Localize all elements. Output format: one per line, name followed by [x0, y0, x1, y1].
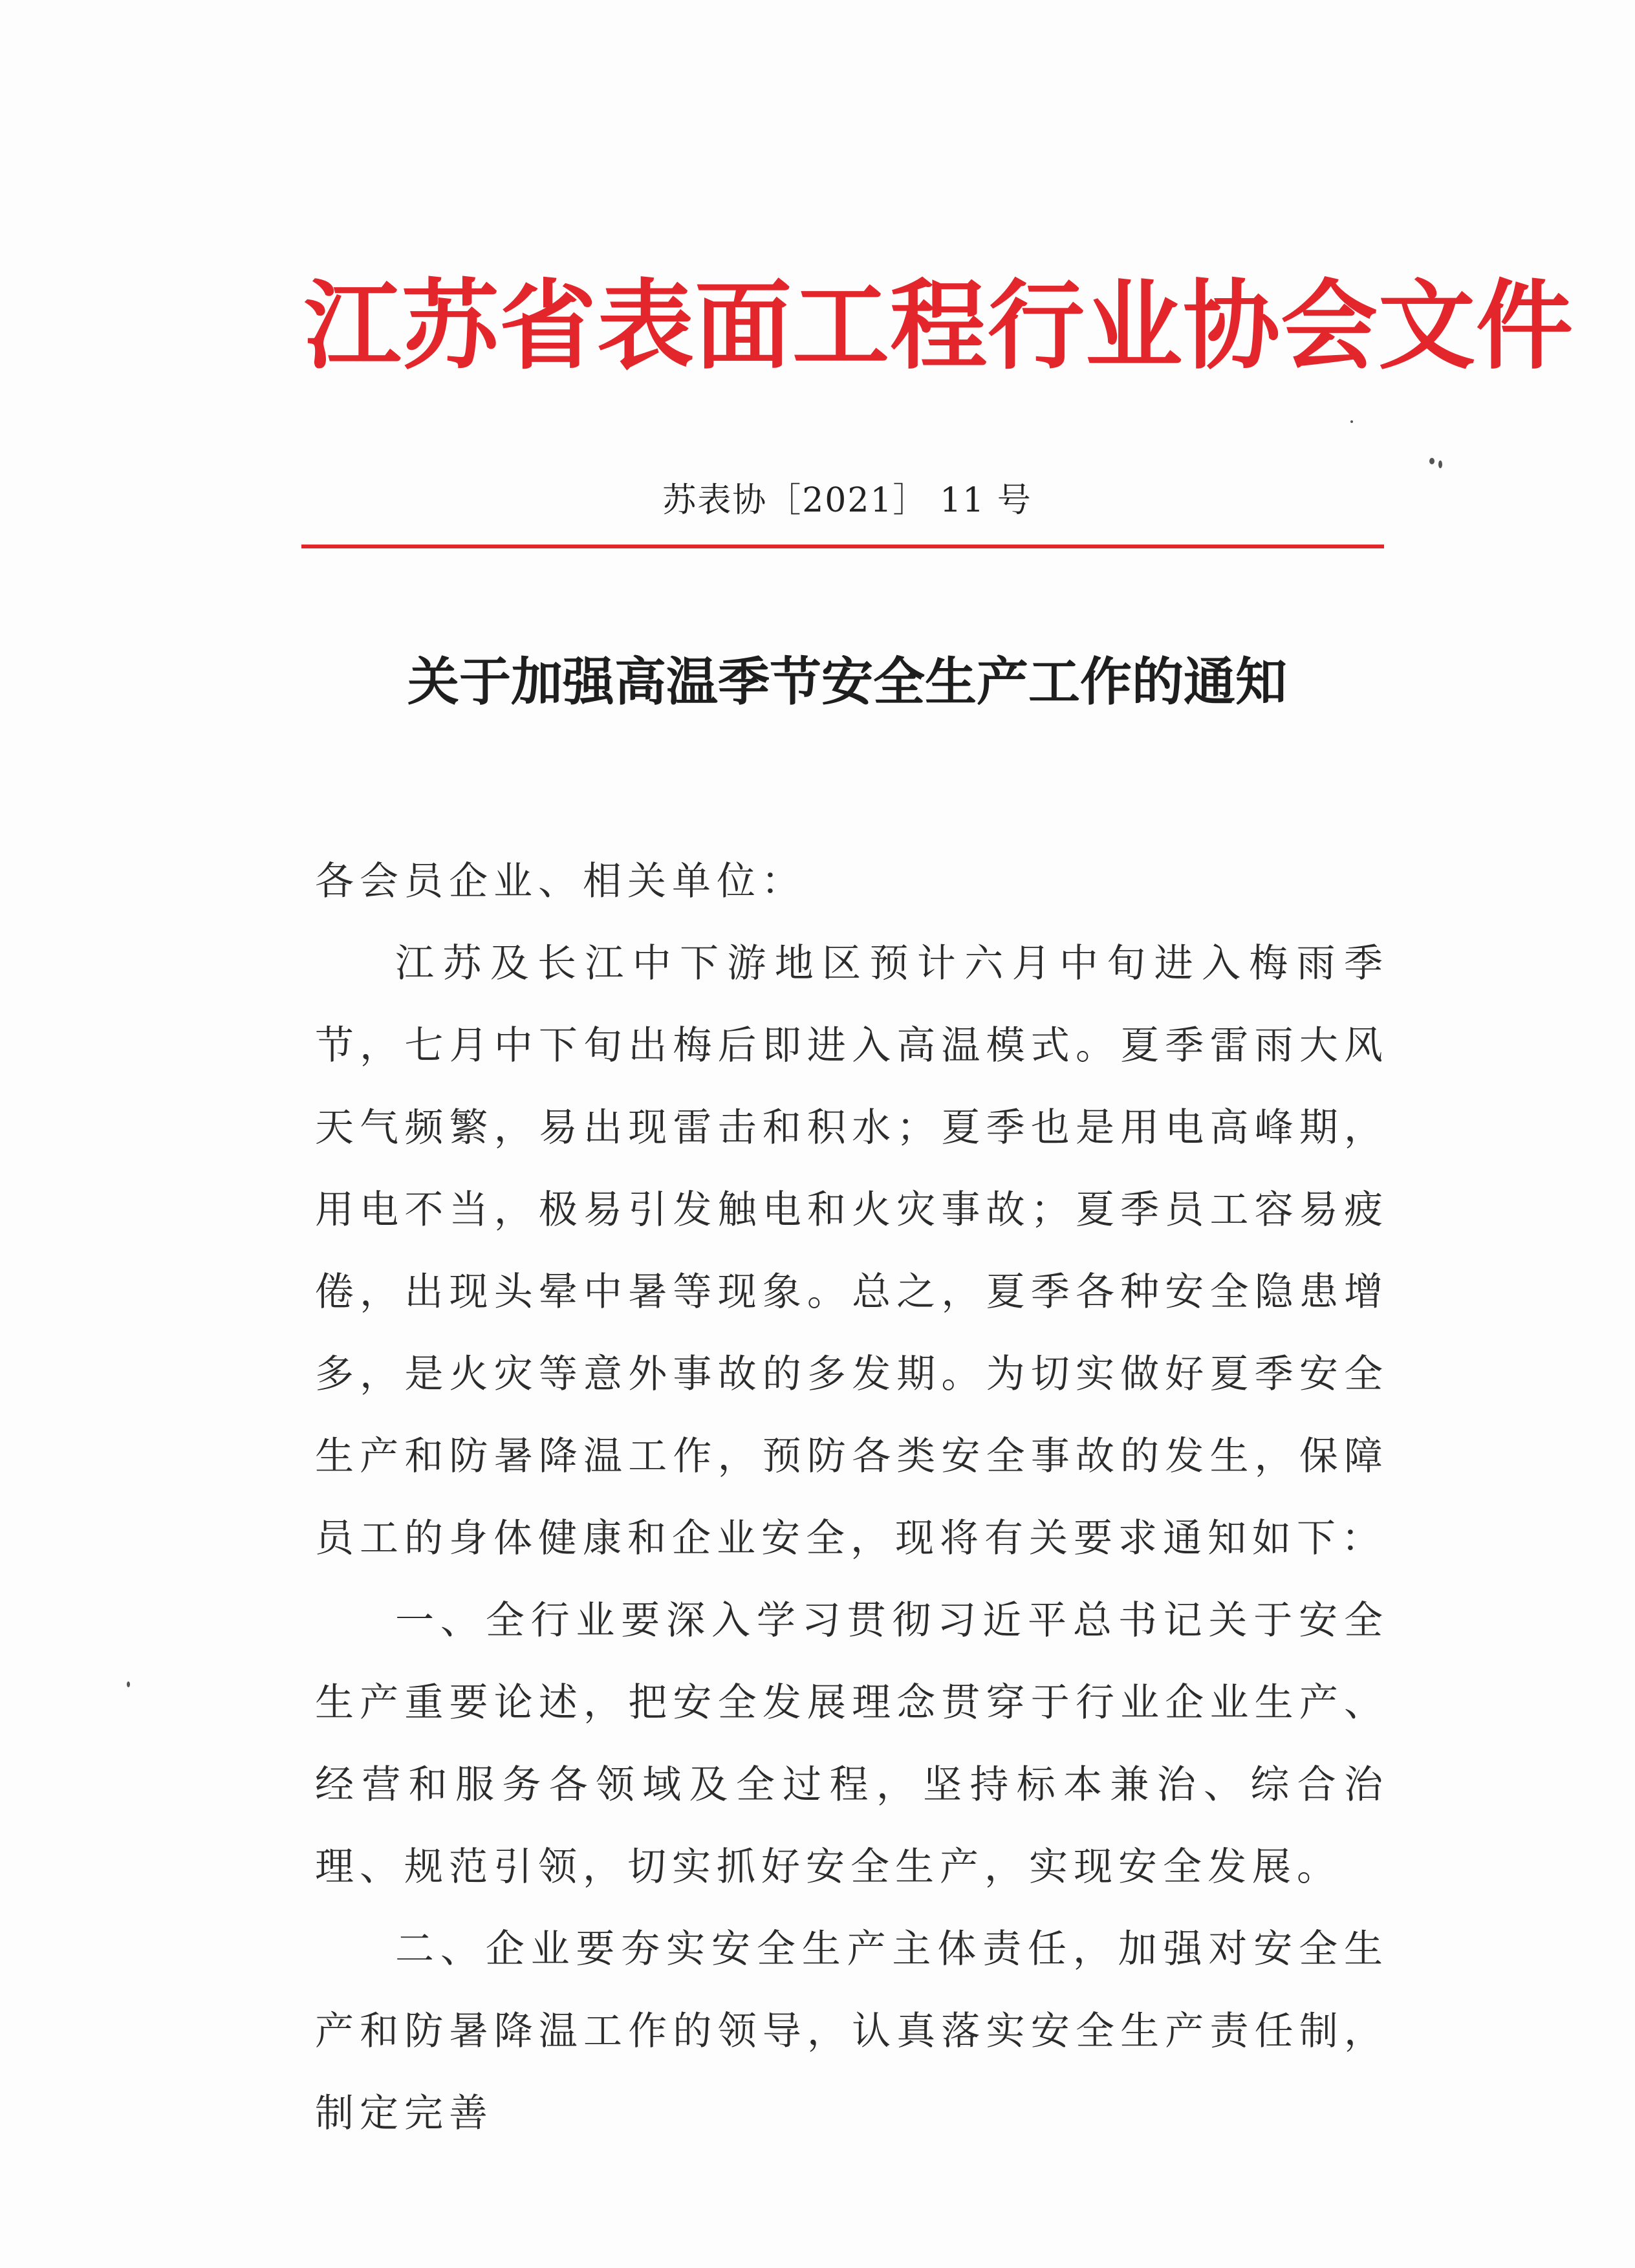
header-red-divider	[301, 545, 1384, 548]
body-paragraph: 二、企业要夯实安全生产主体责任，加强对安全生产和防暑降温工作的领导，认真落实安全生产责任制，制定完善	[315, 1927, 1389, 2136]
scan-speck	[1429, 458, 1435, 464]
salutation: 各会员企业、相关单位：	[315, 859, 806, 904]
notice-body	[315, 841, 1389, 2155]
body-paragraph: 江苏及长江中下游地区预计六月中旬进入梅雨季节，七月中下旬出梅后即进入高温模式。夏季雷雨大风天气频繁，易出现雷击和积水；夏季也是用电高峰期，用电不当，极易引发触电和火灾事故；夏季员工容易疲倦，出现头晕中暑等现象。总之，夏季各种安全隐患增多，是火灾等意外事故的多发期。为切实做好夏季安全生产和防暑降温工作，预防各类安全事故的发生，保障员工的身体健康和企业安全，现将有关要求通知如下：	[315, 941, 1389, 1561]
document-number: 苏表协［2021］ 11 号	[662, 481, 1032, 520]
body-paragraph: 一、全行业要深入学习贯彻习近平总书记关于安全生产重要论述，把安全发展理念贯穿于行业企业生产、经营和服务各领域及全过程，坚持标本兼治、综合治理、规范引领，切实抓好安全生产，实现安全发展。	[315, 1598, 1389, 1890]
notice-title: 关于加强高温季节安全生产工作的通知	[407, 652, 1287, 712]
scan-speck	[1350, 420, 1353, 423]
document-header-title: 江苏省表面工程行业协会文件	[304, 270, 1574, 383]
scan-speck	[1438, 460, 1442, 468]
scan-speck	[127, 1681, 130, 1687]
